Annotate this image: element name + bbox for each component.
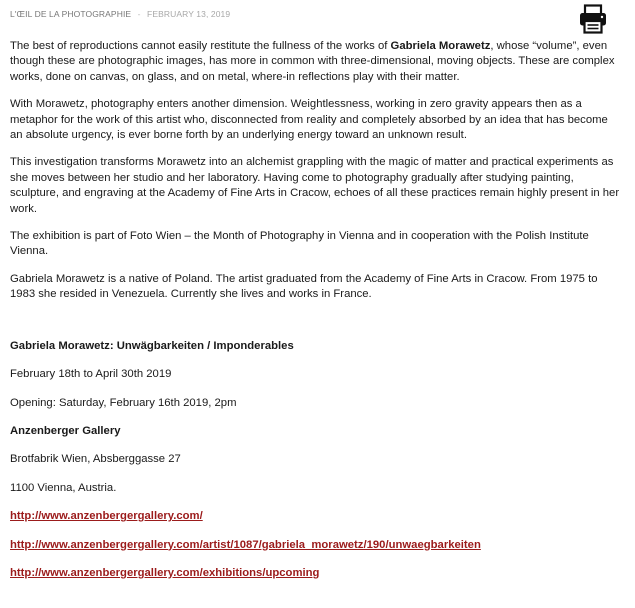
print-button[interactable] [578,4,608,34]
link-row [10,566,622,581]
source-name: L'ŒIL DE LA PHOTOGRAPHIE [10,9,132,19]
article-header [10,9,230,19]
exhibition-opening: Opening: Saturday, February 16th 2019, 2pm [10,396,237,409]
paragraph-intro [10,39,622,85]
paragraph-intro-before: The best of reproductions cannot easily restitute the fullness of the works of [10,40,391,52]
artist-name: Gabriela Morawetz [390,40,491,52]
paragraph-intro-after: , whose “volume”, even though these are photographic images, has more in common with three-dimensional, moving objects. These are complex works, done on canvas, on glass, and on metal, where-in reflections play with their matter. [10,40,615,83]
address-line-1: Brotfabrik Wien, Absberggasse 27 [10,453,181,466]
paragraph-biography: Gabriela Morawetz is a native of Poland. The artist graduated from the Academy of Fine Arts in Cracow. From 1975 to 1983 she resided in Venezuela. Currently she lives and works in France. [10,272,598,301]
paragraph-dimension: With Morawetz, photography enters another dimension. Weightlessness, working in zero gravity appears then as a metaphor for the work of this artist who, disconnected from reality and completely absorbed by an idea that has become an absolute urgency, is ever borne forth by an underlying energy toward an unknown result. [10,98,608,142]
printer-icon [578,4,608,34]
address-line-2: 1100 Vienna, Austria. [10,481,117,494]
gallery-home-link[interactable]: http://www.anzenbergergallery.com/ [10,510,203,523]
publish-date: FEBRUARY 13, 2019 [147,9,231,19]
exhibition-title: Gabriela Morawetz: Unwägbarkeiten / Imponderables [10,339,294,352]
paragraph-foto-wien: The exhibition is part of Foto Wien – the Month of Photography in Vienna and in cooperation with the Polish Institute Vienna. [10,230,589,258]
exhibition-dates: February 18th to April 30th 2019 [10,368,172,381]
exhibition-info [10,339,622,582]
header-separator: - [137,9,141,19]
article-body [10,39,622,594]
artist-exhibition-link[interactable]: http://www.anzenbergergallery.com/artist/1087/gabriela_morawetz/190/unwaegbarkeiten [10,538,481,551]
link-row [10,538,622,553]
gallery-name: Anzenberger Gallery [10,424,121,437]
upcoming-exhibitions-link[interactable]: http://www.anzenbergergallery.com/exhibitions/upcoming [10,566,320,579]
paragraph-alchemist: This investigation transforms Morawetz into an alchemist grappling with the magic of matter and practical experiments as she moves between her studio and her laboratory. Having come to photography gradually after studying painting, sculpture, and engraving at the Academy of Fine Arts in Cracow, echoes of all these practices remain highly present in her work. [10,156,620,215]
section-spacer [10,315,622,339]
link-row [10,509,622,524]
